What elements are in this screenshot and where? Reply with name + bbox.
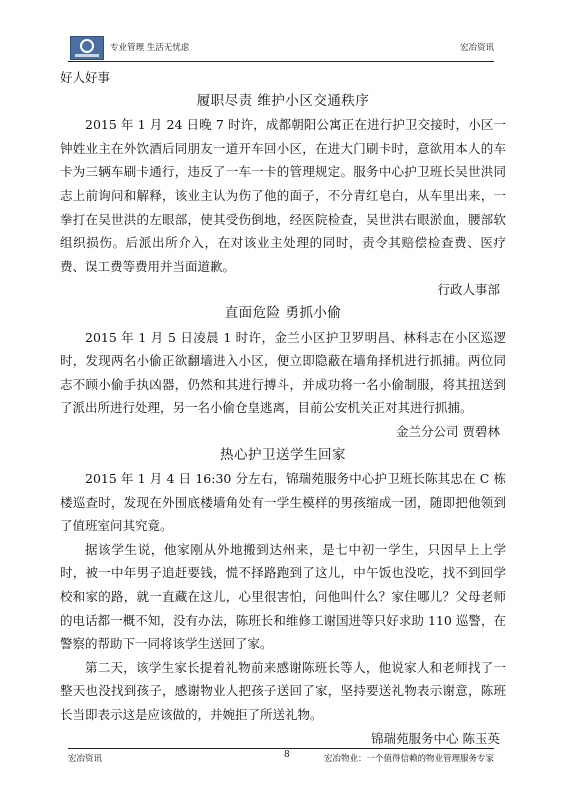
header-divider [68, 61, 494, 62]
page-number: 8 [284, 750, 290, 760]
article-1 [60, 90, 506, 302]
article-title: 直面危险 勇抓小偷 [224, 304, 342, 321]
article-signature: 锦瑞苑服务中心 陈玉英 [371, 730, 500, 746]
article-signature: 行政人事部 [437, 282, 500, 298]
footer-publication-name: 宏冶资讯 [68, 754, 103, 764]
header-publication-name: 宏冶资讯 [459, 43, 494, 53]
footer-divider [68, 748, 494, 749]
page-content [60, 66, 506, 750]
article-paragraph: 第二天，该学生家长提着礼物前来感谢陈班长等人，他说家人和老师找了一整天也没找到孩子，感谢物业人把孩子送回了家，坚持要送礼物表示谢意，陈班长当即表示这是应该做的，并婉拒了所送礼物。 [60, 659, 506, 723]
article-2 [60, 302, 506, 444]
article-signature: 金兰分公司 贾碧林 [396, 423, 500, 439]
article-title: 履职尽责 维护小区交通秩序 [196, 92, 370, 109]
article-title: 热心护卫送学生回家 [220, 446, 346, 463]
footer-slogan: 宏冶物业：一个值得信赖的物业管理服务专家 [323, 754, 494, 764]
article-paragraph: 据该学生说，他家刚从外地搬到达州来，是七中初一学生，只因早上上学时，被一中年男子追赶要钱，慌不择路跑到了这儿，中午饭也没吃，找不到回学校和家的路，就一直藏在这儿，心里很害怕，问他叫什么？家住哪儿？父母老师的电话都一概不知，没有办法，陈班长和维修工谢国进等只好求助 110 巡警，在警察的帮助下一同将该学生送回了家。 [60, 541, 506, 652]
article-paragraph: 2015 年 1 月 5 日凌晨 1 时许，金兰小区护卫罗明昌、林科志在小区巡逻时，发现两名小偷正欲翻墙进入小区，便立即隐蔽在墙角择机进行抓捕。两位同志不顾小偷手执凶器，仍然和其进行搏斗，并成功将一名小偷制服，将其扭送到了派出所进行处理，另一名小偷仓皇逃离，目前公安机关正对其进行抓捕。 [60, 329, 506, 416]
page-footer [68, 752, 494, 766]
article-paragraph: 2015 年 1 月 24 日晚 7 时许，成都朝阳公寓正在进行护卫交接时，小区一钟姓业主在外饮酒后同朋友一道开车回小区，在进大门刷卡时，意欲用本人的车卡为三辆车刷卡通行，违反了一车一卡的管理规定。服务中心护卫班长吴世洪同志上前询问和解释，该业主认为伤了他的面子，不分青红皂白，从车里出来，一拳打在吴世洪的左眼部，使其受伤倒地，经医院检查，吴世洪右眼淤血，腰部软组织损伤。后派出所介入，在对该业主处理的同时，责令其赔偿检查费、医疗费、误工费等费用并当面道歉。 [60, 117, 506, 274]
header-slogan: 专业管理 生活无忧虑 [110, 43, 190, 53]
section-label: 好人好事 [60, 70, 111, 85]
article-paragraph: 2015 年 1 月 4 日 16:30 分左右，锦瑞苑服务中心护卫班长陈其忠在 C 栋楼巡查时，发现在外围底楼墙角处有一学生模样的男孩缩成一团，随即把他领到了值班室问其究竟。 [60, 471, 506, 534]
page-header [68, 34, 494, 62]
company-logo-icon [70, 36, 104, 60]
article-3 [60, 444, 506, 751]
